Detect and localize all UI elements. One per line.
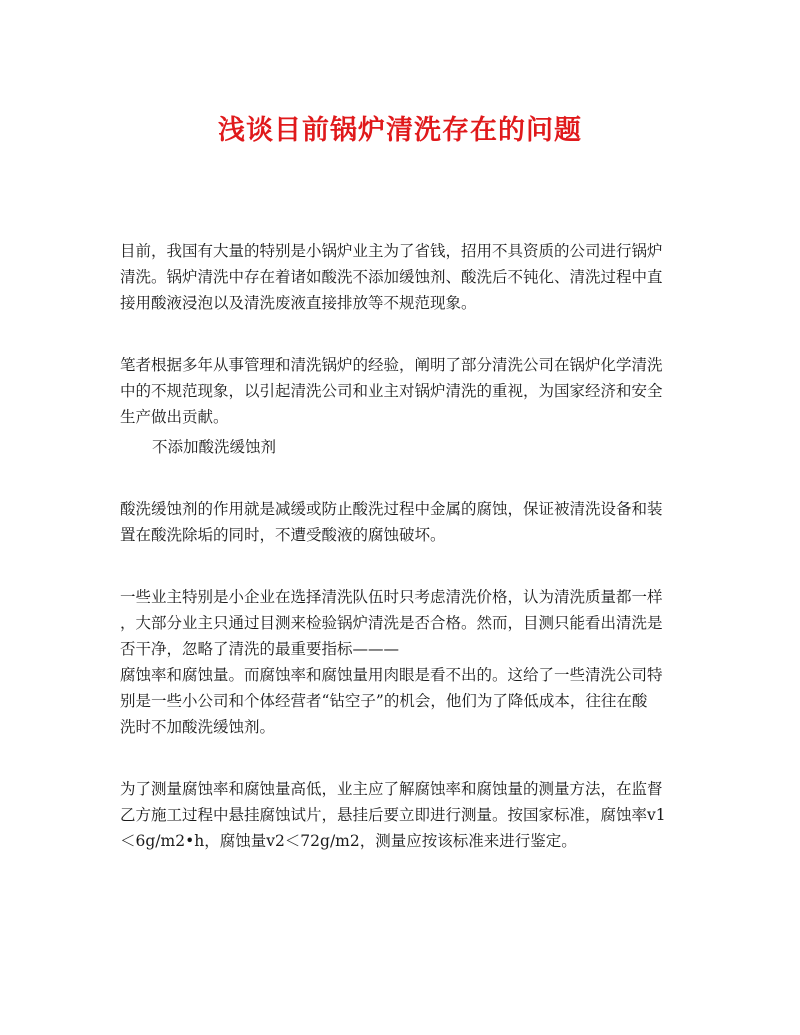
paragraph-2-line-3: 生产做出贡献。	[120, 408, 229, 426]
paragraph-5-line-2: 乙方施工过程中悬挂腐蚀试片，悬挂后要立即进行测量。按国家标准，腐蚀率v1	[120, 806, 666, 824]
paragraph-4-line-4: 腐蚀率和腐蚀量。而腐蚀率和腐蚀量用肉眼是看不出的。这给了一些清洗公司特	[120, 666, 663, 684]
paragraph-1-line-3: 接用酸液浸泡以及清洗废液直接排放等不规范现象。	[120, 294, 477, 312]
paragraph-4-line-1: 一些业主特别是小企业在选择清洗队伍时只考虑清洗价格，认为清洗质量都一样	[120, 588, 663, 606]
paragraph-1-line-2: 清洗。锅炉清洗中存在着诸如酸洗不添加缓蚀剂、酸洗后不钝化、清洗过程中直	[120, 268, 663, 286]
paragraph-spacer	[120, 740, 676, 776]
document-title: 浅谈目前锅炉清洗存在的问题	[218, 115, 582, 146]
paragraph-5-line-3: ＜6g/m2•h，腐蚀量v2＜72g/m2，测量应按该标准来进行鉴定。	[120, 832, 577, 850]
paragraph-4-line-2: ，大部分业主只通过目测来检验锅炉清洗是否合格。然而，目测只能看出清洗是	[120, 614, 663, 632]
paragraph-spacer	[120, 548, 676, 584]
section-heading: 不添加酸洗缓蚀剂	[152, 438, 277, 456]
paragraph-3-line-2: 置在酸洗除垢的同时，不遭受酸液的腐蚀破坏。	[120, 526, 446, 544]
paragraph-3-line-1: 酸洗缓蚀剂的作用就是减缓或防止酸洗过程中金属的腐蚀，保证被清洗设备和装	[120, 500, 663, 518]
paragraph-4-line-6: 洗时不加酸洗缓蚀剂。	[120, 718, 276, 736]
paragraph-spacer	[120, 316, 676, 352]
paragraph-1-line-1: 目前，我国有大量的特别是小锅炉业主为了省钱，招用不具资质的公司进行锅炉	[120, 242, 663, 260]
paragraph-4-line-3: 否干净，忽略了清洗的最重要指标———	[120, 640, 400, 658]
document-body	[120, 238, 676, 854]
paragraph-spacer	[120, 460, 676, 496]
paragraph-4-line-5: 别是一些小公司和个体经营者“钻空子”的机会，他们为了降低成本，往往在酸	[120, 692, 648, 710]
paragraph-2-line-2: 中的不规范现象，以引起清洗公司和业主对锅炉清洗的重视，为国家经济和安全	[120, 382, 663, 400]
paragraph-5-line-1: 为了测量腐蚀率和腐蚀量高低，业主应了解腐蚀率和腐蚀量的测量方法，在监督	[120, 780, 663, 798]
paragraph-2-line-1: 笔者根据多年从事管理和清洗锅炉的经验，阐明了部分清洗公司在锅炉化学清洗	[120, 356, 663, 374]
